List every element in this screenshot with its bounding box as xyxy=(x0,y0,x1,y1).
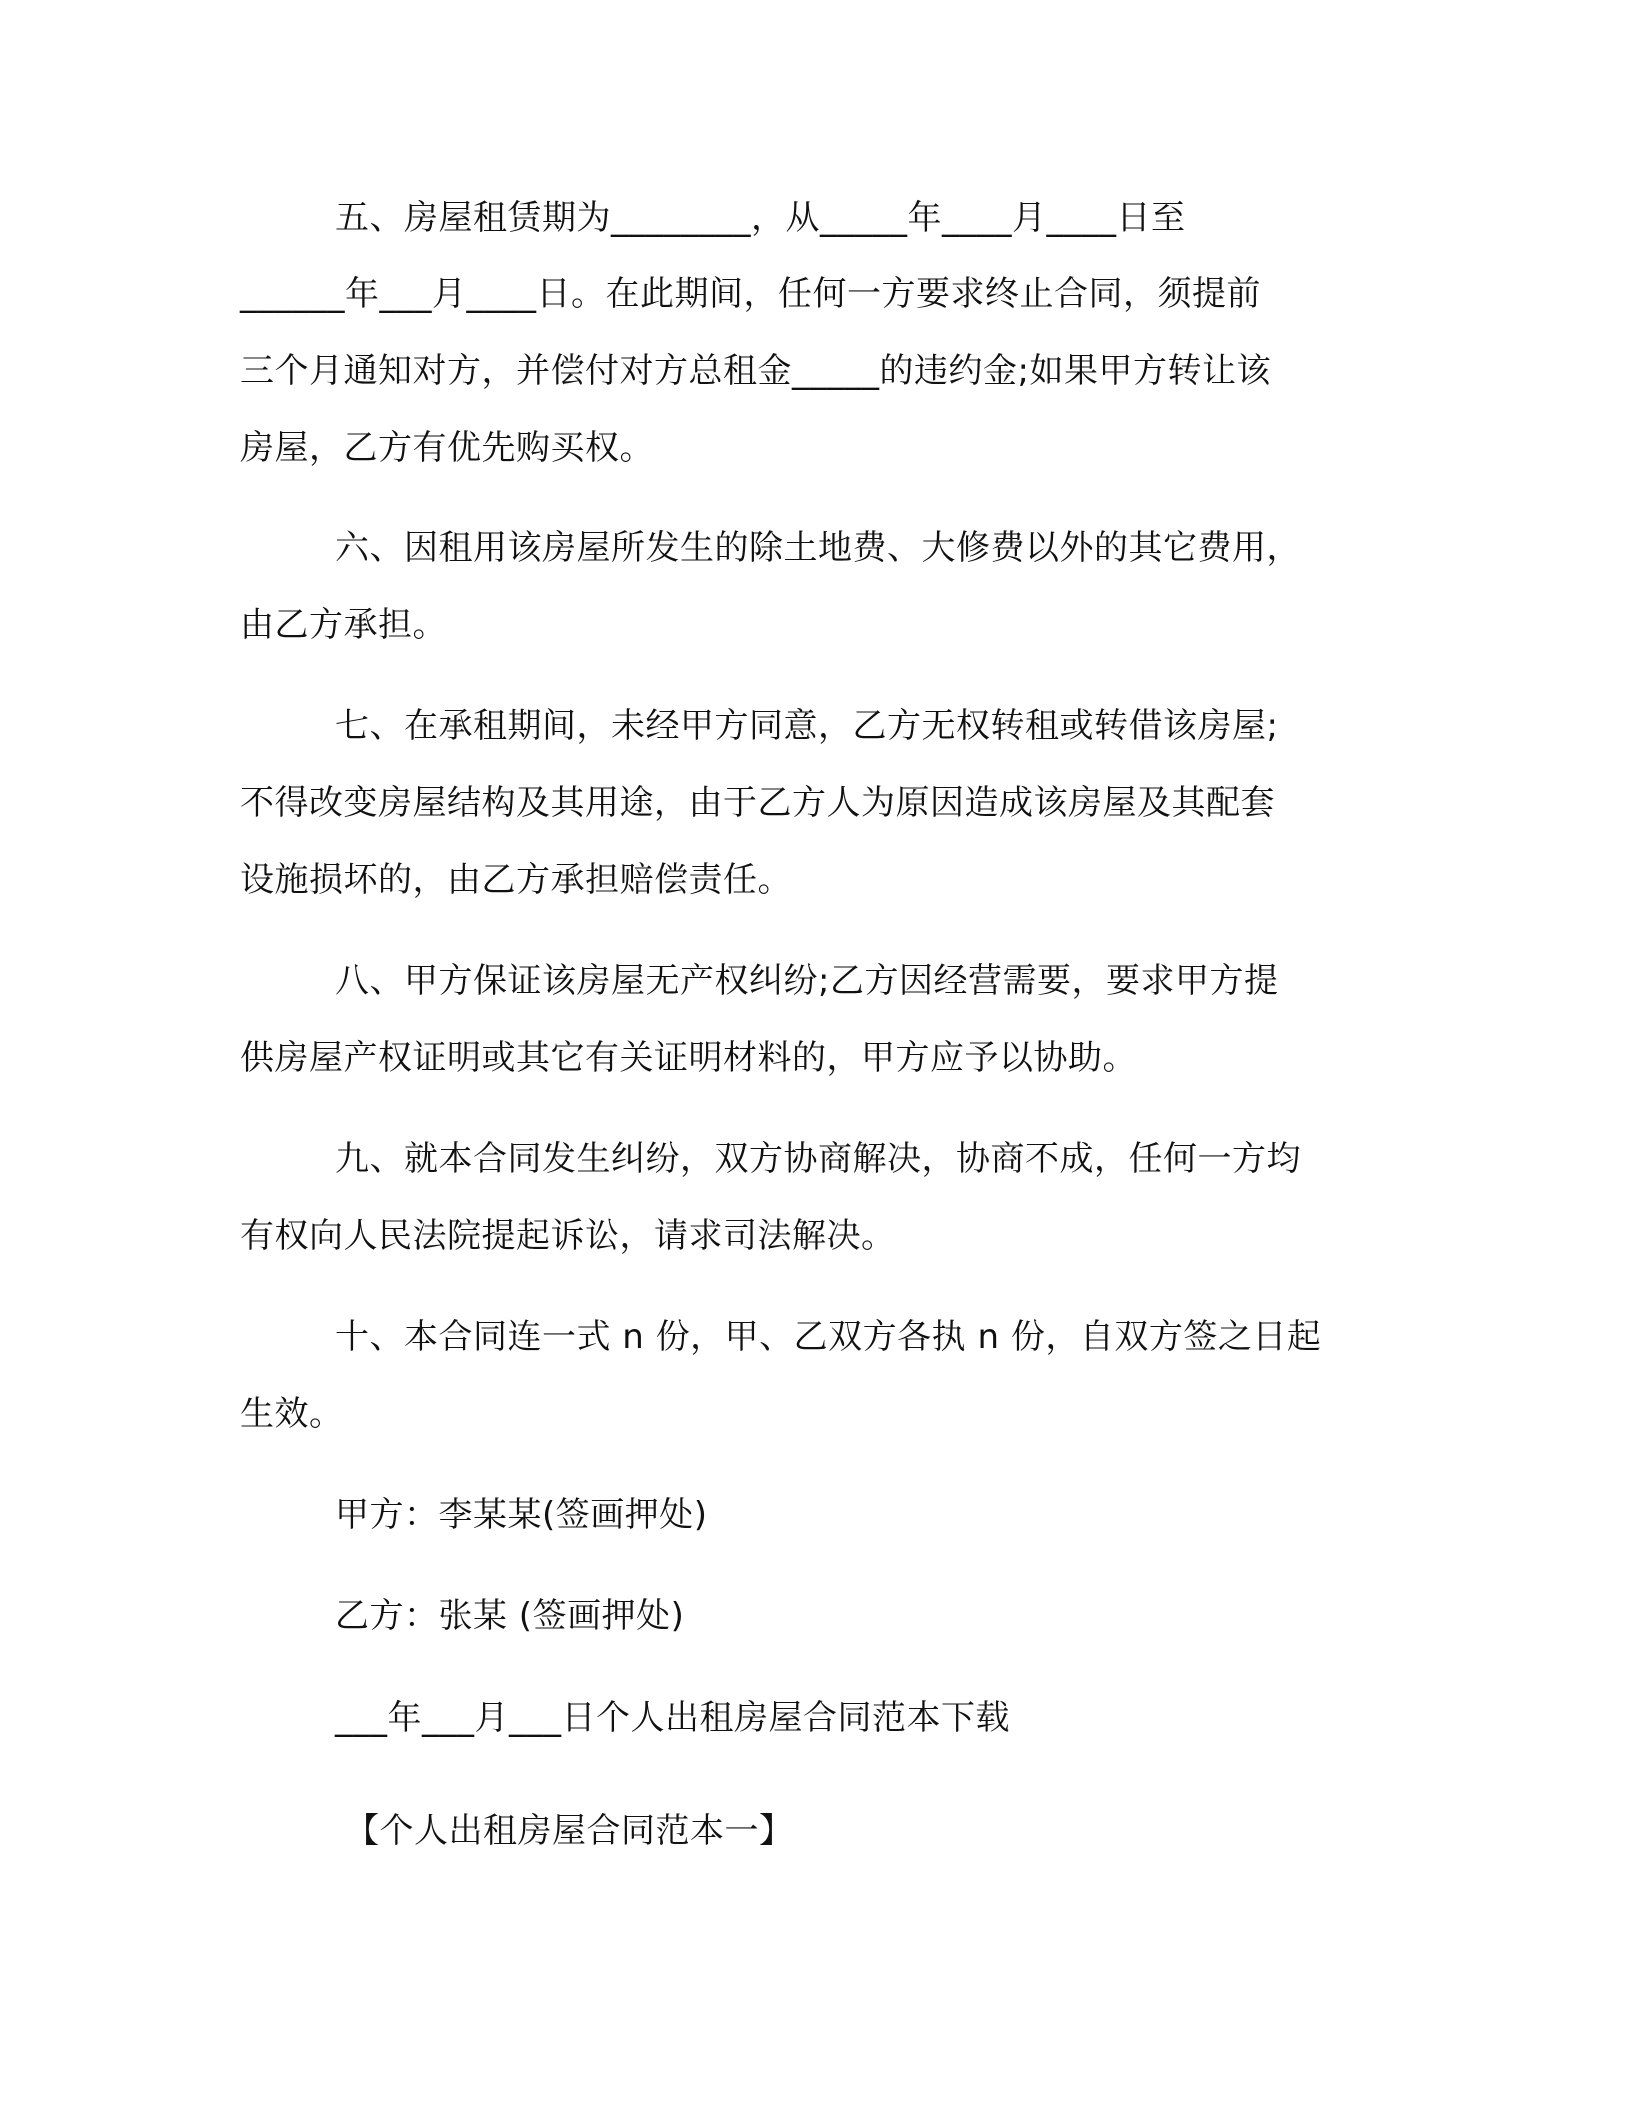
clause-7-line-3: 设施损坏的，由乙方承担赔偿责任。 xyxy=(240,860,792,900)
date-and-heading: ___年___月___日个人出租房屋合同范本下载 xyxy=(335,1698,1010,1738)
clause-5-line-1: 五、房屋租赁期为________，从_____年____月____日至 xyxy=(335,198,1186,238)
clause-8-line-2: 供房屋产权证明或其它有关证明材料的，甲方应予以协助。 xyxy=(240,1038,1137,1078)
clause-10-line-2: 生效。 xyxy=(240,1394,344,1434)
clause-5-line-3: 三个月通知对方，并偿付对方总租金_____的违约金;如果甲方转让该 xyxy=(240,351,1271,391)
clause-7-line-1: 七、在承租期间，未经甲方同意，乙方无权转租或转借该房屋; xyxy=(335,706,1279,746)
clause-7-line-2: 不得改变房屋结构及其用途，由于乙方人为原因造成该房屋及其配套 xyxy=(240,783,1275,823)
clause-6-line-2: 由乙方承担。 xyxy=(240,605,447,645)
clause-5-line-4: 房屋，乙方有优先购买权。 xyxy=(240,428,654,468)
party-a-signature: 甲方：李某某(签画押处) xyxy=(335,1495,708,1535)
clause-9-line-1: 九、就本合同发生纠纷，双方协商解决，协商不成，任何一方均 xyxy=(335,1139,1301,1179)
clause-10-line-1: 十、本合同连一式 n 份，甲、乙双方各执 n 份，自双方签之日起 xyxy=(335,1317,1322,1357)
section-title: 【个人出租房屋合同范本一】 xyxy=(345,1811,794,1851)
clause-6-line-1: 六、因租用该房屋所发生的除土地费、大修费以外的其它费用， xyxy=(335,528,1301,568)
party-b-signature: 乙方：张某 (签画押处) xyxy=(335,1596,685,1636)
clause-8-line-1: 八、甲方保证该房屋无产权纠纷;乙方因经营需要，要求甲方提 xyxy=(335,961,1279,1001)
clause-5-line-2: ______年___月____日。在此期间，任何一方要求终止合同，须提前 xyxy=(240,274,1261,314)
clause-9-line-2: 有权向人民法院提起诉讼，请求司法解决。 xyxy=(240,1216,896,1256)
